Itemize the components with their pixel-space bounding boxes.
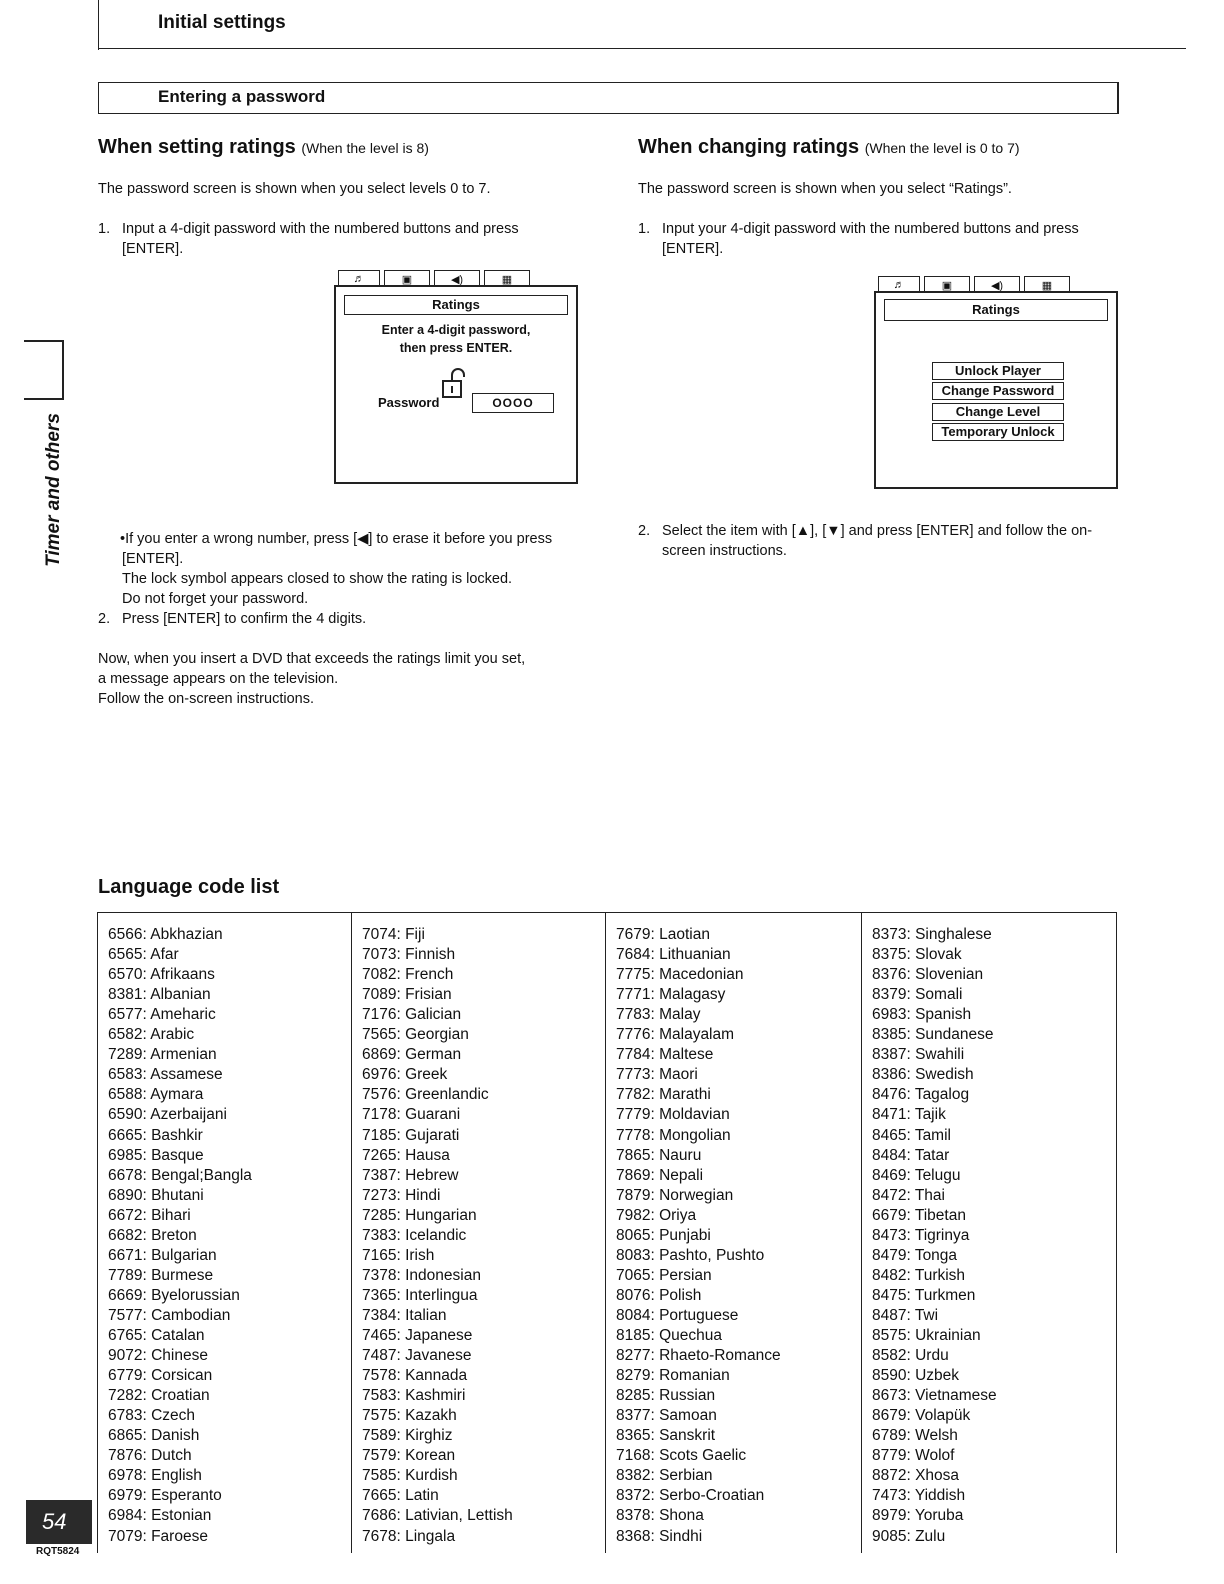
language-code-item: 7082: French [362,966,454,984]
language-code-item: 7579: Korean [362,1447,456,1465]
left-intro: The password screen is shown when you select levels 0 to 7. [98,181,491,197]
disc-tab-icon: ▣ [924,276,970,293]
language-code-item: 7575: Kazakh [362,1407,457,1425]
language-code-item: 6976: Greek [362,1066,448,1084]
language-code-item: 8476: Tagalog [872,1086,970,1104]
picture-tab-icon: ♬ [878,276,920,293]
language-code-item: 7583: Kashmiri [362,1387,466,1405]
language-column [861,913,1117,1553]
display-tab-icon: ▦ [484,270,530,287]
left-step-2 [98,609,366,629]
right-intro: The password screen is shown when you select “Ratings”. [638,181,1012,197]
language-code-item: 6890: Bhutani [108,1186,204,1204]
language-code-item: 7282: Croatian [108,1387,210,1405]
language-column [351,913,606,1553]
side-tab [24,410,84,570]
left-note-lock: The lock symbol appears closed to show the rating is locked. [122,571,513,587]
osd-instruction-line-1: Enter a 4-digit password, [381,323,531,337]
right-heading-note: (When the level is 0 to 7) [864,140,1020,156]
language-code-item: 6783: Czech [108,1407,196,1425]
password-osd [334,270,578,484]
language-code-item: 7679: Laotian [616,926,710,943]
language-code-item: 6565: Afar [108,946,179,964]
osd-screen [334,285,578,484]
right-heading-text: When changing ratings [638,136,860,158]
language-code-item: 7784: Maltese [616,1046,714,1064]
language-code-item: 8376: Slovenian [872,966,984,984]
language-column [605,913,862,1553]
right-step-2 [638,521,1120,561]
language-code-item: 8779: Wolof [872,1447,955,1465]
change-level-button[interactable]: Change Level [932,403,1064,421]
language-code-item: 7684: Lithuanian [616,946,731,964]
language-code-item: 7576: Greenlandic [362,1086,489,1104]
language-code-item: 8385: Sundanese [872,1026,994,1044]
language-code-item: 7779: Moldavian [616,1106,730,1124]
language-code-item: 8386: Swedish [872,1066,974,1084]
language-column [98,913,351,1553]
language-code-item: 7778: Mongolian [616,1126,731,1144]
language-code-item: 6577: Ameharic [108,1006,216,1024]
language-code-item: 8375: Slovak [872,946,962,964]
language-code-item: 7074: Fiji [362,926,425,943]
language-code-item: 7789: Burmese [108,1266,214,1284]
language-code-item: 6678: Bengal;Bangla [108,1166,252,1184]
language-code-item: 8076: Polish [616,1286,702,1304]
language-code-item: 8469: Telugu [872,1166,961,1184]
language-code-item: 7176: Galician [362,1006,462,1024]
left-step-1-text: Input a 4-digit password with the numbered buttons and press [ENTER]. [122,221,519,257]
left-heading [98,136,429,159]
language-code-item: 7589: Kirghiz [362,1427,453,1445]
audio-tab-icon: ◀) [434,270,480,287]
language-code-item: 6765: Catalan [108,1327,205,1344]
language-code-item: 8185: Quechua [616,1327,723,1344]
right-step-1-num: 1. [638,221,651,237]
language-code-item: 7089: Frisian [362,986,452,1004]
language-code-item: 7383: Icelandic [362,1226,467,1244]
language-code-item: 7577: Cambodian [108,1306,231,1324]
display-tab-icon: ▦ [1024,276,1070,293]
disc-tab-icon: ▣ [384,270,430,287]
language-code-item: 8482: Turkish [872,1266,966,1284]
left-step-2-text: Press [ENTER] to confirm the 4 digits. [122,611,367,627]
language-code-item: 8979: Yoruba [872,1507,964,1525]
language-code-item: 7776: Malayalam [616,1026,735,1044]
language-code-item: 8084: Portuguese [616,1306,739,1324]
language-code-item: 6583: Assamese [108,1066,223,1084]
language-code-item: 6671: Bulgarian [108,1246,217,1264]
language-code-item: 6679: Tibetan [872,1206,966,1224]
language-code-item: 8475: Turkmen [872,1286,976,1304]
language-code-item: 6582: Arabic [108,1026,195,1044]
language-code-item: 8372: Serbo-Croatian [616,1487,765,1505]
language-code-item: 8575: Ukrainian [872,1327,981,1344]
language-code-item: 6789: Welsh [872,1427,958,1445]
language-code-item: 7775: Macedonian [616,966,744,984]
language-code-item: 8279: Romanian [616,1367,730,1385]
language-code-item: 7487: Javanese [362,1347,472,1365]
left-heading-note: (When the level is 8) [301,140,429,156]
change-password-button[interactable]: Change Password [932,382,1064,400]
language-code-item: 6979: Esperanto [108,1487,222,1505]
language-code-item: 8487: Twi [872,1306,939,1324]
osd-instruction [336,321,576,357]
language-code-item: 8872: Xhosa [872,1467,960,1485]
language-code-item: 7273: Hindi [362,1186,441,1204]
language-code-item: 8472: Thai [872,1186,945,1204]
language-code-item: 8471: Tajik [872,1106,946,1124]
language-code-item: 7773: Maori [616,1066,698,1084]
picture-tab-icon: ♬ [338,270,380,287]
language-table [97,912,1117,1553]
language-code-item: 7073: Finnish [362,946,456,964]
language-code-item: 8473: Tigrinya [872,1226,970,1244]
language-code-item: 7079: Faroese [108,1527,208,1545]
language-code-item: 8484: Tatar [872,1146,950,1164]
language-code-item: 6570: Afrikaans [108,966,215,984]
language-code-item: 8285: Russian [616,1387,716,1405]
temporary-unlock-button[interactable]: Temporary Unlock [932,423,1064,441]
header-rule-vertical [98,0,99,50]
password-field[interactable]: OOOO [472,393,554,413]
language-code-item: 6865: Danish [108,1427,200,1445]
language-code-item: 8382: Serbian [616,1467,713,1485]
right-step-1 [638,219,1120,259]
osd-instruction-line-2: then press ENTER. [399,341,513,355]
language-code-item: 8277: Rhaeto-Romance [616,1347,781,1365]
language-code-item: 8378: Shona [616,1507,704,1525]
audio-tab-icon: ◀) [974,276,1020,293]
language-code-item: 6566: Abkhazian [108,926,223,943]
language-code-item: 7178: Guarani [362,1106,461,1124]
language-code-item: 7879: Norwegian [616,1186,734,1204]
language-code-item: 7982: Oriya [616,1206,697,1224]
section-header [98,82,1119,114]
language-code-item: 7565: Georgian [362,1026,469,1044]
language-code-item: 7365: Interlingua [362,1286,478,1304]
left-step-1 [98,219,580,259]
ratings-menu-osd [874,276,1118,490]
language-code-item: 7686: Lativian, Lettish [362,1507,513,1525]
header-rule [98,48,1186,49]
left-paragraph-line-3: Follow the on-screen instructions. [98,691,314,707]
language-code-item: 8673: Vietnamese [872,1387,997,1405]
language-code-item: 8387: Swahili [872,1046,965,1064]
language-code-item: 7585: Kurdish [362,1467,458,1485]
right-step-2-text: Select the item with [▲], [▼] and press [ENTER] and follow the on-screen instructions. [662,523,1093,559]
osd-ratings-title: Ratings [884,299,1108,321]
language-code-item: 6590: Azerbaijani [108,1106,227,1124]
language-code-item: 8590: Uzbek [872,1367,960,1385]
left-step-2-num: 2. [98,611,111,627]
language-code-item: 9085: Zulu [872,1527,946,1545]
language-code-item: 6669: Byelorussian [108,1286,240,1304]
language-code-item: 7387: Hebrew [362,1166,459,1184]
language-code-item: 7185: Gujarati [362,1126,460,1144]
language-code-item: 8373: Singhalese [872,926,992,943]
right-heading [638,136,1020,159]
page-number: 54 [42,1509,67,1534]
language-code-item: 8065: Punjabi [616,1226,711,1244]
right-step-2-num: 2. [638,523,651,539]
language-code-item: 7473: Yiddish [872,1487,966,1505]
language-code-item: 6665: Bashkir [108,1126,203,1144]
language-code-item: 7783: Malay [616,1006,701,1024]
language-list-title: Language code list [98,876,280,898]
language-code-item: 6983: Spanish [872,1006,972,1024]
osd-screen [874,291,1118,489]
document-code: RQT5824 [36,1546,80,1557]
language-code-item: 8679: Volapük [872,1407,971,1425]
left-bullet-note: •If you enter a wrong number, press [◀] to erase it before you press [ENTER]. [120,531,553,567]
left-heading-text: When setting ratings [98,136,296,158]
language-code-item: 7665: Latin [362,1487,439,1505]
language-code-item: 7168: Scots Gaelic [616,1447,747,1465]
section-title: Entering a password [158,87,326,106]
language-code-item: 6978: English [108,1467,202,1485]
language-code-item: 7065: Persian [616,1266,712,1284]
left-paragraph [98,649,525,709]
language-code-item: 7578: Kannada [362,1367,468,1385]
left-note-forget: Do not forget your password. [122,591,309,607]
language-code-item: 7678: Lingala [362,1527,456,1545]
side-tab-box [24,340,64,400]
left-paragraph-line-2: a message appears on the television. [98,671,339,687]
language-code-item: 7384: Italian [362,1306,447,1324]
language-code-item: 8365: Sanskrit [616,1427,716,1445]
osd-ratings-title: Ratings [344,295,568,315]
language-code-item: 7865: Nauru [616,1146,702,1164]
language-code-item: 8083: Pashto, Pushto [616,1246,765,1264]
unlock-player-button[interactable]: Unlock Player [932,362,1064,380]
language-code-item: 7869: Nepali [616,1166,704,1184]
password-label: Password [378,395,440,410]
language-code-item: 7782: Marathi [616,1086,711,1104]
language-code-item: 7165: Irish [362,1246,435,1264]
right-step-1-text: Input your 4-digit password with the numbered buttons and press [ENTER]. [662,221,1079,257]
language-code-item: 6672: Bihari [108,1206,191,1224]
page-title: Initial settings [158,12,286,33]
lock-icon [440,367,470,399]
left-step-1-num: 1. [98,221,111,237]
language-code-item: 8368: Sindhi [616,1527,703,1545]
language-code-item: 7265: Hausa [362,1146,450,1164]
language-code-item: 8582: Urdu [872,1347,949,1365]
language-code-item: 6779: Corsican [108,1367,213,1385]
language-code-item: 8479: Tonga [872,1246,958,1264]
language-code-item: 7771: Malagasy [616,986,726,1004]
language-code-item: 8379: Somali [872,986,963,1004]
language-code-item: 8377: Samoan [616,1407,717,1425]
language-code-item: 7465: Japanese [362,1327,473,1344]
side-tab-label: Timer and others [43,413,64,567]
language-code-item: 8465: Tamil [872,1126,951,1144]
language-code-item: 6985: Basque [108,1146,204,1164]
language-code-item: 7289: Armenian [108,1046,217,1064]
language-code-item: 9072: Chinese [108,1347,208,1365]
language-code-item: 7285: Hungarian [362,1206,477,1224]
language-code-item: 6588: Aymara [108,1086,204,1104]
language-code-item: 6682: Breton [108,1226,197,1244]
language-code-item: 8381: Albanian [108,986,211,1004]
left-paragraph-line-1: Now, when you insert a DVD that exceeds the ratings limit you set, [98,651,526,667]
language-code-item: 7876: Dutch [108,1447,192,1465]
language-code-item: 6984: Estonian [108,1507,212,1525]
language-code-item: 6869: German [362,1046,462,1064]
language-code-item: 7378: Indonesian [362,1266,481,1284]
